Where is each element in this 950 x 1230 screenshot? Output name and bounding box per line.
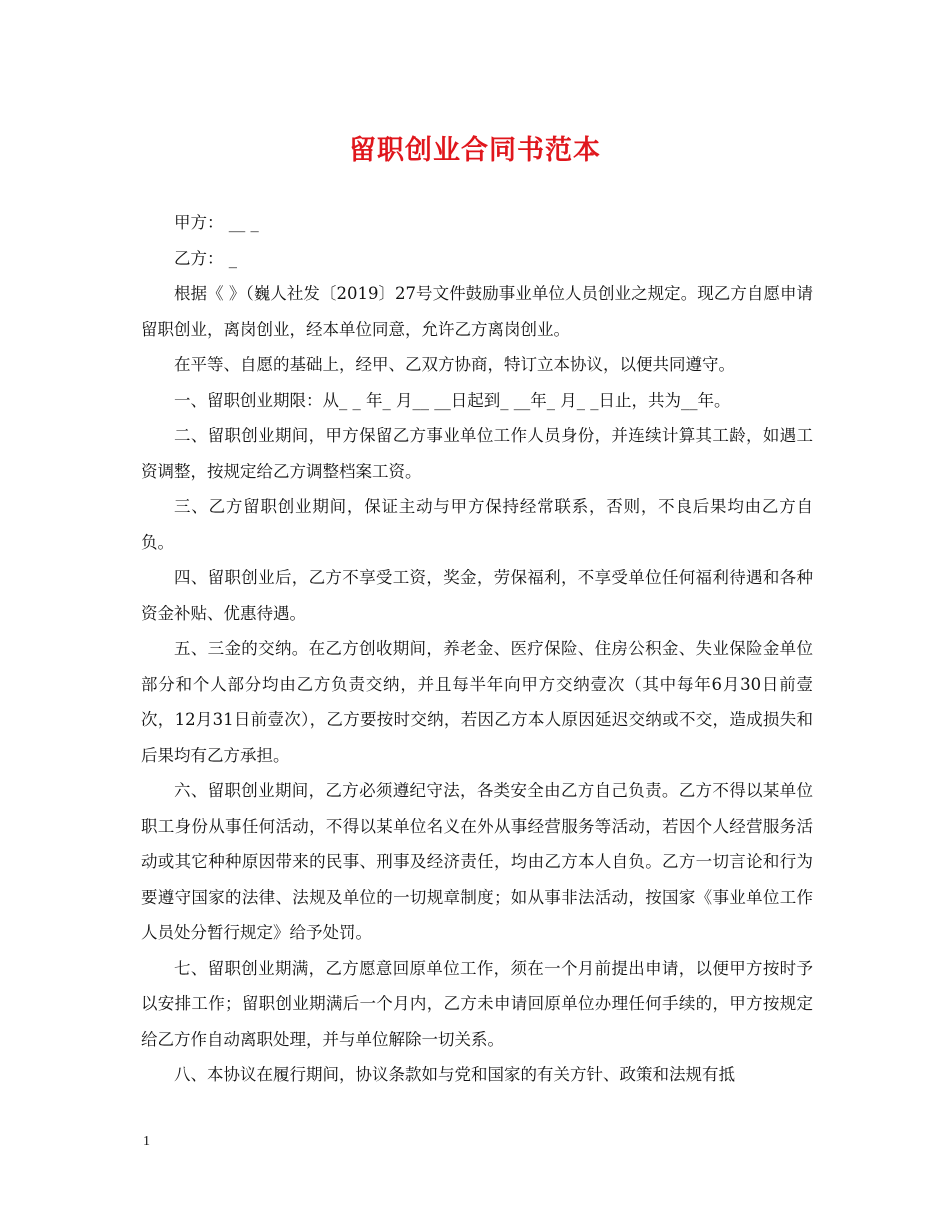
clause-3: 三、乙方留职创业期间，保证主动与甲方保持经常联系，否则，不良后果均由乙方自负。 xyxy=(141,497,813,552)
clause-7: 七、留职创业期满，乙方愿意回原单位工作，须在一个月前提出申请，以便甲方按时予以安排工作；留职创业期满后一个月内，乙方未申请回原单位办理任何手续的，甲方按规定给乙方作自动离职处理，并与单位解除一切关系。 xyxy=(141,958,813,1049)
party-a-line: 甲方： __ _ xyxy=(174,213,259,232)
clause-2: 二、留职创业期间，甲方保留乙方事业单位工作人员身份，并连续计算其工龄，如遇工资调整，按规定给乙方调整档案工资。 xyxy=(141,426,813,481)
clause-5: 五、三金的交纳。在乙方创收期间，养老金、医疗保险、住房公积金、失业保险金单位部分和个人部分均由乙方负责交纳，并且每半年向甲方交纳壹次（其中每年6月30日前壹次，12月31日前壹次），乙方要按时交纳，若因乙方本人原因延迟交纳或不交，造成损失和后果均有乙方承担。 xyxy=(141,639,813,765)
page-number: 1 xyxy=(143,1134,150,1149)
document-body xyxy=(141,205,813,1093)
paragraph-agreement: 在平等、自愿的基础上，经甲、乙双方协商，特订立本协议，以便共同遵守。 xyxy=(174,355,735,374)
clause-8: 八、本协议在履行期间，协议条款如与党和国家的有关方针、政策和法规有抵 xyxy=(174,1065,735,1084)
paragraph-basis: 根据《 》（巍人社发〔2019〕27号文件鼓励事业单位人员创业之规定。现乙方自愿申请留职创业，离岗创业，经本单位同意，允许乙方离岗创业。 xyxy=(141,284,813,339)
clause-4: 四、留职创业后，乙方不享受工资，奖金，劳保福利，不享受单位任何福利待遇和各种资金补贴、优惠待遇。 xyxy=(141,568,813,623)
clause-1: 一、留职创业期限：从_ _ 年_ 月__ __日起到_ __年_ 月_ _日止，共为__年。 xyxy=(174,390,731,410)
clause-6: 六、留职创业期间，乙方必须遵纪守法，各类安全由乙方自己负责。乙方不得以某单位职工身份从事任何活动，不得以某单位名义在外从事经营服务等活动，若因个人经营服务活动或其它种种原因带来的民事、刑事及经济责任，均由乙方本人自负。乙方一切言论和行为要遵守国家的法律、法规及单位的一切规章制度；如从事非法活动，按国家《事业单位工作人员处分暂行规定》给予处罚。 xyxy=(141,781,813,942)
document-title: 留职创业合同书范本 xyxy=(349,135,601,166)
party-b-line: 乙方： _ xyxy=(174,248,237,268)
